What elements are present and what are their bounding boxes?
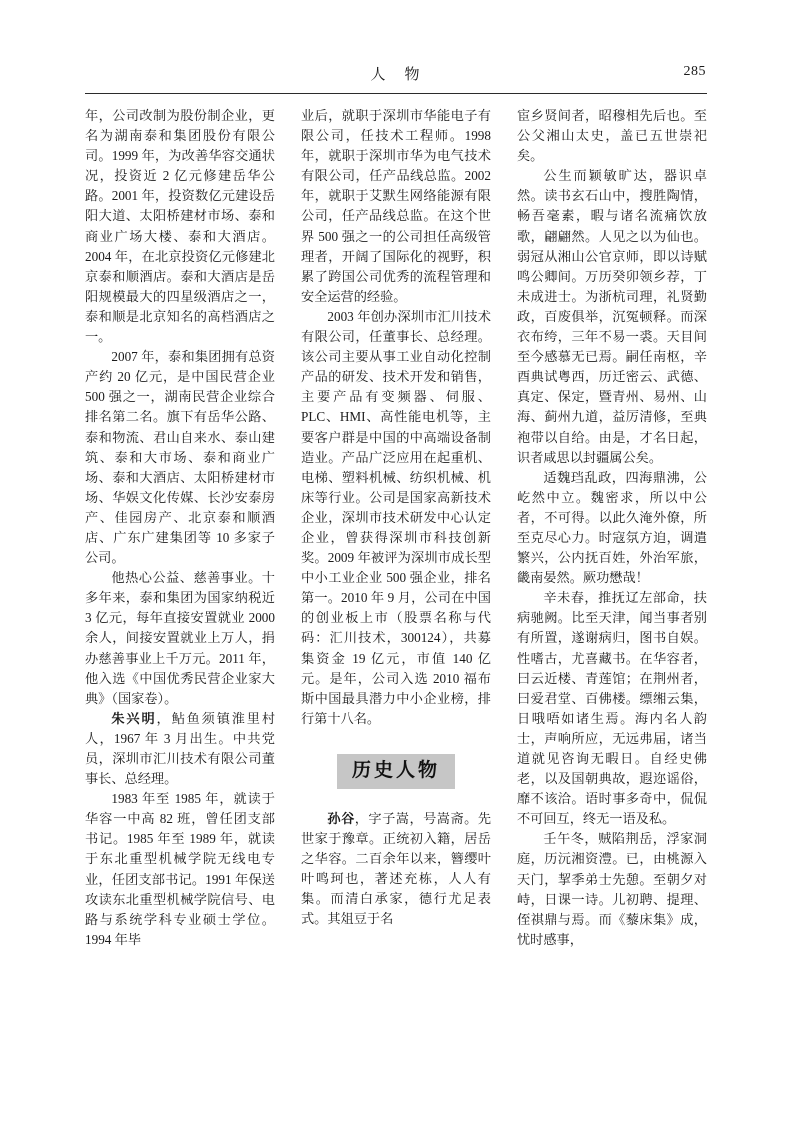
paragraph	[85, 347, 275, 568]
paragraph-text: 2003 年创办深圳市汇川技术有限公司，任董事长、总经理。该公司主要从事工业自动化控制产品的研发、技术开发和销售，主要产品有变频器、伺服、PLC、HMI、高性能电机等，主要客户群是中国的中高端设备制造业。产品广泛应用在起重机、电梯、塑料机械、纺织机械、机床等行业。公司是国家高新技术企业，深圳市技术研发中心认定企业，曾获得深圳市科技创新奖。2009 年被评为深圳市成长型中小工业企业 500 强企业，排名第一。2010 年 9 月，公司在中国的创业板上市（股票名称与代码：汇川技术，300124），共募集资金 19 亿元，市值 140 亿元。是年，公司入选 2010 福布斯中国最具潜力中小企业榜，排行第十八名。	[301, 308, 491, 726]
paragraph	[85, 106, 275, 347]
paragraph-text: 辛未春，推抚辽左部命，扶病驰阙。比至天津，闻当事者别有所置，遂谢病归，图书自娱。性嗜古，尤喜藏书。在华容者，曰云近楼、青莲馆；在荆州者，曰爱君堂、百佛楼。缥缃云集，日哦唔如诸生焉。海内名人韵士，声响所应，无远弗届，诸当道就见咨询无暇日。自经史佛老，以及国朝典故，遐迩谣俗，靡不该洽。语时事多奇中，侃侃不可回互，终无一语及私。	[517, 590, 707, 827]
paragraph	[517, 106, 707, 166]
column-middle	[301, 106, 491, 950]
paragraph-text: 壬午冬，贼陷荆岳，浮家洞庭，历沅湘资澧。已，由桃源入天门，挈季弟士先憩。至朝夕对峙，日课一诗。儿初聘、提理、侄祺鼎与焉。而《藜床集》成，忧时感事，	[517, 831, 707, 947]
person-name: 朱兴明	[111, 710, 157, 726]
paragraph	[85, 789, 275, 950]
paragraph	[301, 809, 491, 930]
running-head-title: 人 物	[370, 67, 422, 83]
paragraph-text: 年，公司改制为股份制企业，更名为湖南泰和集团股份有限公司。1999 年，为改善华容交通状况，投资近 2 亿元修建岳华公路。2001 年，投资数亿元建设岳阳大道、太阳桥建材市场、泰和商业广场大楼、泰和大酒店。2004 年，在北京投资亿元修建北京泰和顺酒店。泰和大酒店是岳阳规模最大的四星级酒店之一，泰和顺是北京知名的高档酒店之一。	[85, 108, 275, 345]
paragraph-text: ，鲇鱼须镇淮里村人，1967 年 3 月出生。中共党员，深圳市汇川技术有限公司董事长、总经理。	[85, 710, 276, 787]
text-columns	[85, 106, 707, 950]
paragraph	[517, 588, 707, 829]
paragraph	[517, 166, 707, 467]
paragraph	[85, 568, 275, 709]
person-name: 孙谷	[327, 811, 355, 826]
paragraph	[85, 709, 275, 789]
page-content	[85, 63, 707, 950]
paragraph-text: 2007 年，泰和集团拥有总资产约 20 亿元，是中国民营企业 500 强之一，湖南民营企业综合排名第二名。旗下有岳华公路、泰和物流、君山自来水、泰山建筑、泰和大市场、泰和商业广场、泰和大酒店、太阳桥建材市场、华娱文化传媒、长沙安泰房产、佳园房产、北京泰和顺酒店、广东广建集团等 10 多家子公司。	[85, 349, 275, 566]
paragraph-text: 1983 年至 1985 年，就读于华容一中高 82 班，曾任团支部书记。1985 年至 1989 年，就读于东北重型机械学院无线电专业，任团支部书记。1991 年保送攻读东北重型机械学院信号、电路与系统学科专业硕士学位。1994 年毕	[85, 791, 275, 947]
paragraph-text: 公生而颖敏旷达，器识卓然。读书玄石山中，搜胜陶情，畅吾毫素，暇与诸名流痛饮放歌，翩翩然。人见之以为仙也。弱冠从湘山公官京师，即以诗赋鸣公卿间。万历癸卯领乡荐，丁未成进士。为浙杭司理，礼贤勤政，百废俱举，沉冤顿释。而深衣布绔，三年不易一裘。天目间至今感慕无已焉。嗣任南枢，辛酉典试粤西，历迁密云、武德、真定、保定，暨青州、易州、山海、蓟州九道，益厉清修，至典袍带以自给。由是，才名日起，识者咸思以封疆属公矣。	[517, 168, 707, 465]
column-left	[85, 106, 275, 950]
paragraph-text: 他热心公益、慈善事业。十多年来，泰和集团为国家纳税近 3 亿元，每年直接安置就业 2000 余人，间接安置就业上万人，捐办慈善事业上千万元。2011 年，他入选《中国优秀民营企业家大典》（国家卷）。	[85, 570, 275, 706]
paragraph-text: 业后，就职于深圳市华能电子有限公司，任技术工程师。1998 年，就职于深圳市华为电气技术有限公司，任产品线总监。2002 年，就职于艾默生网络能源有限公司，任产品线总监。在这个世界 500 强之一的公司担任高级管理者，开阔了国际化的视野，积累了跨国公司优秀的流程管理和安全运营的经验。	[301, 108, 491, 304]
paragraph	[517, 468, 707, 589]
column-right	[517, 106, 707, 950]
section-heading: 历史人物	[337, 754, 455, 789]
paragraph-text: 适魏珰乱政，四海鼎沸，公屹然中立。魏密求，所以中公者，不可得。以此久淹外僚，所至克尽心力。时寇氛方迫，调遣繁兴，公内抚百姓，外治军旅，畿南晏然。厥功懋哉！	[517, 469, 707, 586]
paragraph-text: 宦乡贤间者，昭穆相先后也。至公父湘山太史，盖已五世崇祀矣。	[517, 108, 707, 164]
page-header	[85, 63, 707, 94]
paragraph	[517, 829, 707, 950]
paragraph	[301, 106, 491, 307]
paragraph-text: ，字子嵩，号嵩斋。先世家于豫章。正统初入籍，居岳之华容。二百余年以来，簪缨叶叶鸣珂也，著述充栋，人人有集。而清白承家，德行尤足表式。其俎豆于名	[301, 811, 492, 927]
page-number: 285	[683, 64, 706, 79]
paragraph	[301, 307, 491, 729]
